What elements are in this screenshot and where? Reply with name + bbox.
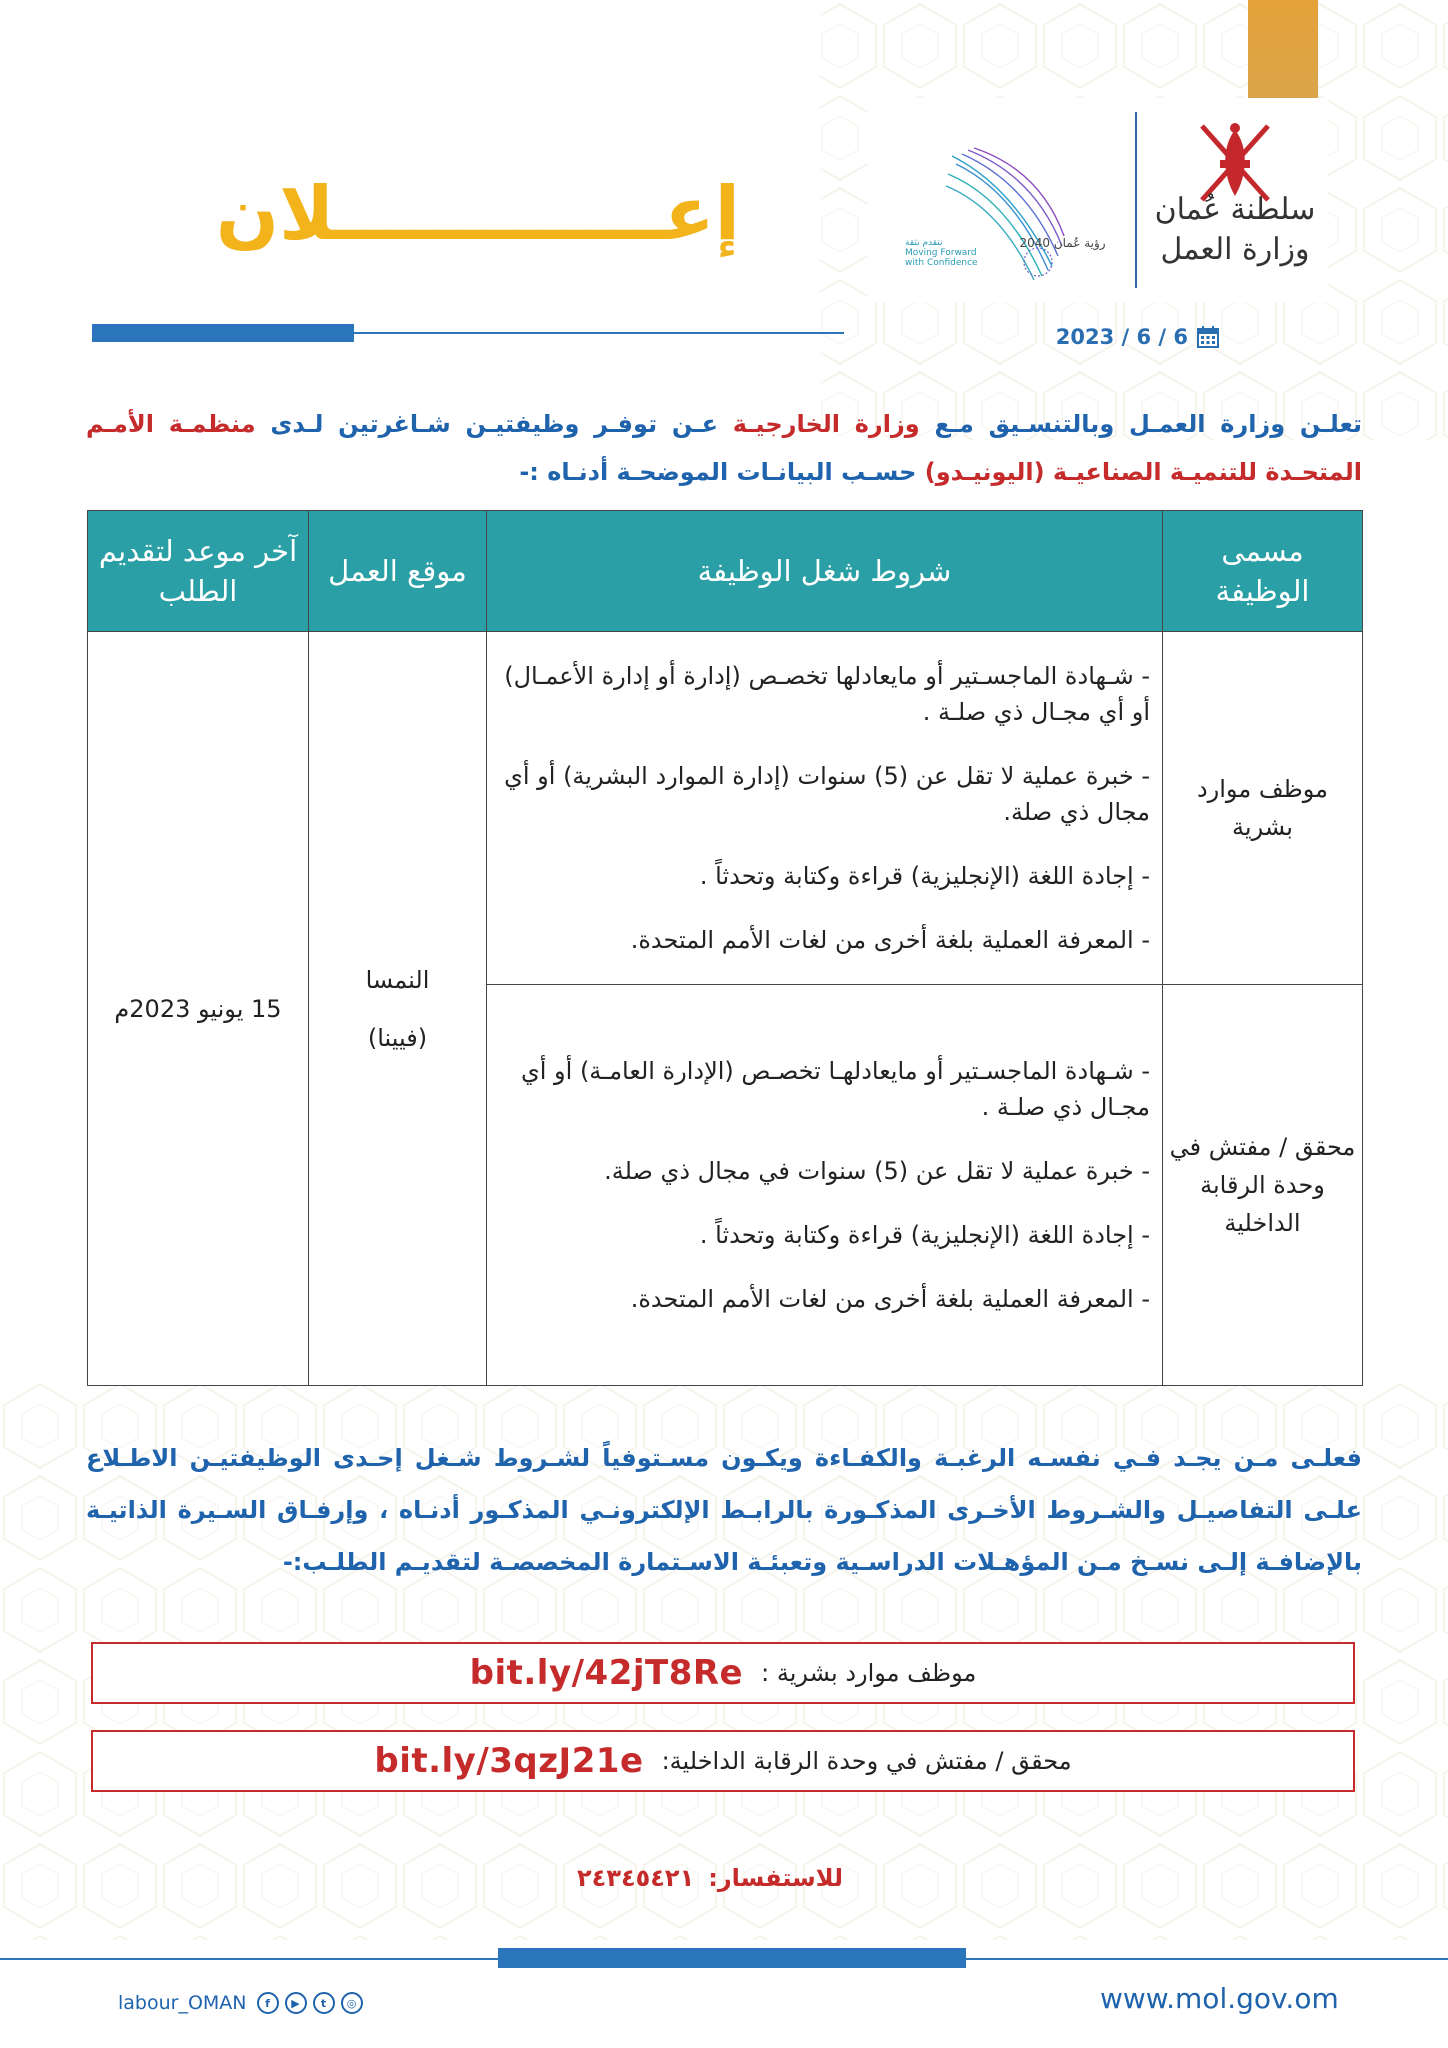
link-url-investigator[interactable]: bit.ly/3qzJ21e [374, 1741, 644, 1781]
inquiry-phone[interactable]: ٢٤٣٤٥٤٢١ [577, 1864, 695, 1892]
table-row [88, 632, 1363, 985]
header-job-title: مسمى الوظيفة [1163, 511, 1363, 632]
header-conditions: شروط شغل الوظيفة [487, 511, 1163, 632]
announcement-title: إعـــــــــــــلان [215, 171, 740, 257]
announcement-date [1040, 322, 1220, 352]
condition-item: - شـهادة الماجسـتير أو مايعادلهـا تخصـص (الإدارة العامـة) أو أي مجـال ذي صلـة . [520, 1057, 1150, 1121]
link-url-hr[interactable]: bit.ly/42jT8Re [469, 1653, 744, 1693]
condition-item: - المعرفة العملية بلغة أخرى من لغات الأمم المتحدة. [630, 1285, 1150, 1313]
intro-part-3: عـن توفـر وظيفتيـن شـاغرتين لـدى [270, 410, 719, 438]
header-deadline: آخر موعد لتقديم الطلب [88, 511, 309, 632]
link-label-hr: موظف موارد بشرية : [761, 1659, 977, 1687]
work-location [309, 632, 487, 1386]
ministry-name [1150, 190, 1320, 270]
header-location: موقع العمل [309, 511, 487, 632]
job-title-investigator: محقق / مفتش في وحدة الرقابة الداخلية [1163, 985, 1363, 1386]
calendar-icon [1196, 325, 1220, 349]
link-box-investigator [91, 1730, 1355, 1792]
social-links [118, 1988, 398, 2018]
location-city: (فيينا) [367, 1023, 428, 1052]
condition-item: - إجادة اللغة (الإنجليزية) قراءة وكتابة وتحدثاً . [699, 1221, 1150, 1249]
condition-item: - خبرة عملية لا تقل عن (5) سنوات في مجال ذي صلة. [604, 1157, 1150, 1185]
moving-forward-slogan [905, 238, 1005, 268]
intro-paragraph [86, 400, 1362, 496]
date-text: 2023 / 6 / 6 [1055, 325, 1188, 349]
link-label-investigator: محقق / مفتش في وحدة الرقابة الداخلية: [661, 1747, 1072, 1775]
vision-2040-label [1000, 236, 1125, 250]
table-header-row [88, 511, 1363, 632]
closing-paragraph: فعلـى مـن يجـد فـي نفسـه الرغبـة والكفـاءة ويكـون مسـتوفياً لشـروط شـغل إحـدى الوظيفتيـن الاطـلاع علـى التفاصيـل والشـروط الأخـرى المذكـورة بالرابـط الإلكترونـي المذكـور أدنـاه ، وإرفـاق السـيرة الذاتيـة بالإضافـة إلـى نسـخ مـن المؤهـلات الدراسـية وتعبئـة الاسـتمارة المخصصـة لتقديـم الطلـب:- [86, 1444, 1362, 1576]
condition-item: - إجادة اللغة (الإنجليزية) قراءة وكتابة وتحدثاً . [699, 862, 1150, 890]
slogan-en-2: with Confidence [905, 258, 978, 268]
link-box-hr [91, 1642, 1355, 1704]
slogan-en-1: Moving Forward [905, 248, 977, 258]
intro-part-1: تعلـن وزارة العمـل وبالتنسـيق مـع [934, 410, 1363, 438]
vision-label: رؤية عُمان [1053, 236, 1106, 250]
location-country: النمسا [365, 965, 430, 994]
job-title-hr: موظف موارد بشرية [1163, 632, 1363, 985]
facebook-icon[interactable]: f [257, 1992, 279, 2014]
youtube-icon[interactable]: ▶ [285, 1992, 307, 2014]
application-deadline: 15 يونيو 2023م [88, 632, 309, 1386]
website-link[interactable]: www.mol.gov.om [1100, 1982, 1339, 2015]
jobs-table [87, 510, 1363, 1386]
inquiry-line [560, 1858, 860, 1898]
logo-divider [1135, 112, 1137, 288]
title-underline-thin [354, 332, 844, 334]
title-underline-thick [92, 324, 354, 342]
job-conditions-hr [487, 632, 1163, 985]
job-conditions-investigator [487, 985, 1163, 1386]
intro-part-2: وزارة الخارجيـة [732, 410, 920, 438]
footer-bar [498, 1948, 966, 1968]
twitter-icon[interactable]: t [313, 1992, 335, 2014]
intro-part-4: منظمـة الأمـم المتحـدة للتنميـة الصناعيـة (اليونيـدو) [86, 410, 1362, 486]
vision-year: 2040 [1019, 236, 1050, 250]
condition-item: - المعرفة العملية بلغة أخرى من لغات الأمم المتحدة. [630, 926, 1150, 954]
inquiry-label: للاستفسار: [708, 1864, 843, 1892]
slogan-ar: نتقدم بثقة [905, 238, 943, 248]
condition-item: - خبرة عملية لا تقل عن (5) سنوات (إدارة الموارد البشرية) أو أي مجال ذي صلة. [504, 762, 1150, 826]
instagram-icon[interactable]: ◎ [341, 1992, 363, 2014]
ministry-line-2: وزارة العمل [1160, 232, 1310, 267]
ministry-line-1: سلطنة عُمان [1154, 192, 1316, 227]
condition-item: - شـهادة الماجسـتير أو مايعادلها تخصـص (إدارة أو إدارة الأعمـال) أو أي مجـال ذي صلـة . [504, 662, 1150, 726]
intro-part-5: حسـب البيانـات الموضحـة أدنـاه :- [519, 458, 917, 486]
social-handle[interactable]: labour_OMAN [118, 1992, 247, 2014]
